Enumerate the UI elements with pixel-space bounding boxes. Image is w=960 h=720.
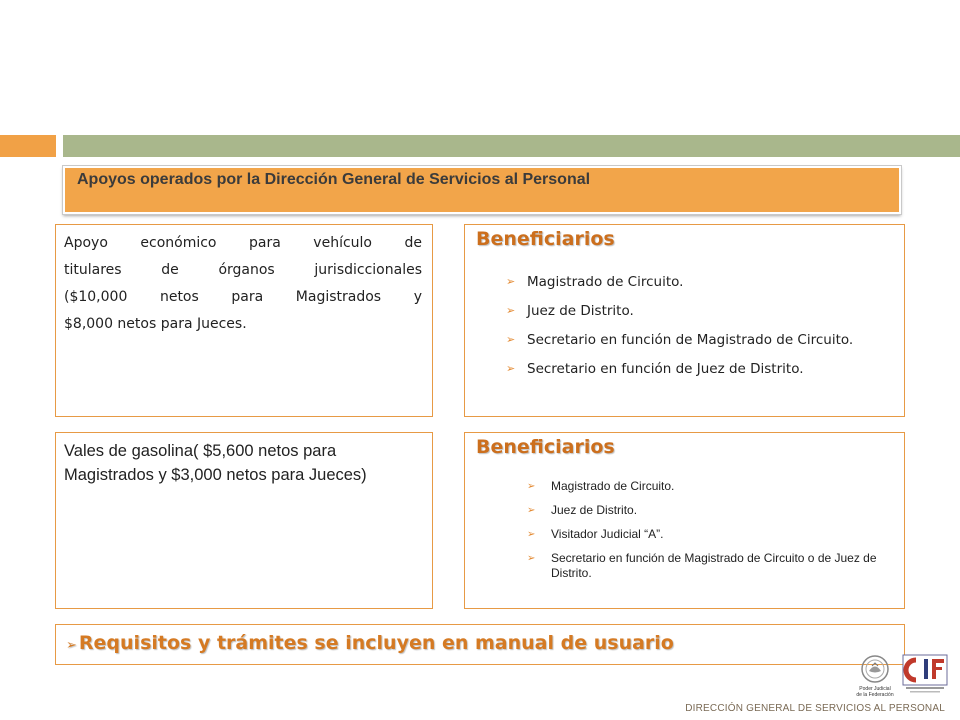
vehicle-support-text bbox=[64, 230, 422, 338]
title-banner bbox=[63, 166, 901, 214]
vehicle-text-line: ($10,000 netos para Magistrados y bbox=[64, 289, 422, 305]
arrow-bullet-icon: ➢ bbox=[506, 362, 516, 375]
list-item: ➢ Secretario en función de Magistrado de Circuito o de Juez de Distrito. bbox=[527, 551, 877, 580]
vehicle-support-panel bbox=[55, 224, 433, 417]
page-title: Apoyos operados por la Dirección General de Servicios al Personal bbox=[77, 171, 591, 188]
arrow-bullet-icon: ➢ bbox=[506, 275, 516, 288]
list-item: ➢ Visitador Judicial “A”. bbox=[527, 527, 664, 541]
arrow-bullet-icon: ➢ bbox=[506, 333, 516, 346]
list-item: ➢ Secretario en función de Juez de Distrito. bbox=[527, 358, 887, 380]
list-item: ➢ Magistrado de Circuito. bbox=[527, 479, 675, 493]
requirements-panel bbox=[55, 624, 905, 665]
arrow-bullet-icon: ➢ bbox=[527, 505, 536, 516]
arrow-bullet-icon: ➢ bbox=[527, 481, 536, 492]
vehicle-text-line: titulares de órganos jurisdiccionales bbox=[64, 262, 422, 278]
gas-vouchers-panel bbox=[55, 432, 433, 609]
pjf-logo bbox=[850, 654, 900, 700]
pjf-caption: Poder Judicial de la Federación bbox=[856, 686, 894, 698]
header-accent-bar-orange bbox=[0, 135, 56, 157]
arrow-bullet-icon: ➢ bbox=[66, 638, 77, 653]
gas-vouchers-text: Vales de gasolina( $5,600 netos para Magistrados y $3,000 netos para Jueces) bbox=[64, 442, 367, 484]
footer-department: DIRECCIÓN GENERAL DE SERVICIOS AL PERSONAL bbox=[685, 703, 945, 714]
vehicle-text-line: $8,000 netos para Jueces. bbox=[64, 316, 247, 332]
list-item: ➢ Secretario en función de Magistrado de Circuito. bbox=[527, 329, 887, 351]
vehicle-text-line: Apoyo económico para vehículo de bbox=[64, 235, 422, 251]
arrow-bullet-icon: ➢ bbox=[527, 553, 536, 564]
beneficiaries-heading: Beneficiarios bbox=[476, 228, 615, 250]
beneficiaries-list bbox=[506, 271, 887, 387]
arrow-bullet-icon: ➢ bbox=[527, 529, 536, 540]
cjf-logo bbox=[902, 654, 950, 700]
list-item: ➢ Magistrado de Circuito. bbox=[527, 271, 887, 293]
list-item: ➢ Juez de Distrito. bbox=[527, 300, 887, 322]
national-seal-icon bbox=[860, 654, 890, 684]
beneficiaries-list bbox=[527, 479, 901, 590]
vehicle-beneficiaries-panel bbox=[464, 224, 905, 417]
gas-beneficiaries-panel bbox=[464, 432, 905, 609]
cjf-emblem-icon bbox=[902, 654, 948, 694]
requirements-note: ➢ Requisitos y trámites se incluyen en manual de usuario bbox=[66, 632, 674, 654]
arrow-bullet-icon: ➢ bbox=[506, 304, 516, 317]
beneficiaries-heading: Beneficiarios bbox=[476, 436, 615, 458]
list-item: ➢ Juez de Distrito. bbox=[527, 503, 638, 517]
header-accent-bar-green bbox=[63, 135, 960, 157]
